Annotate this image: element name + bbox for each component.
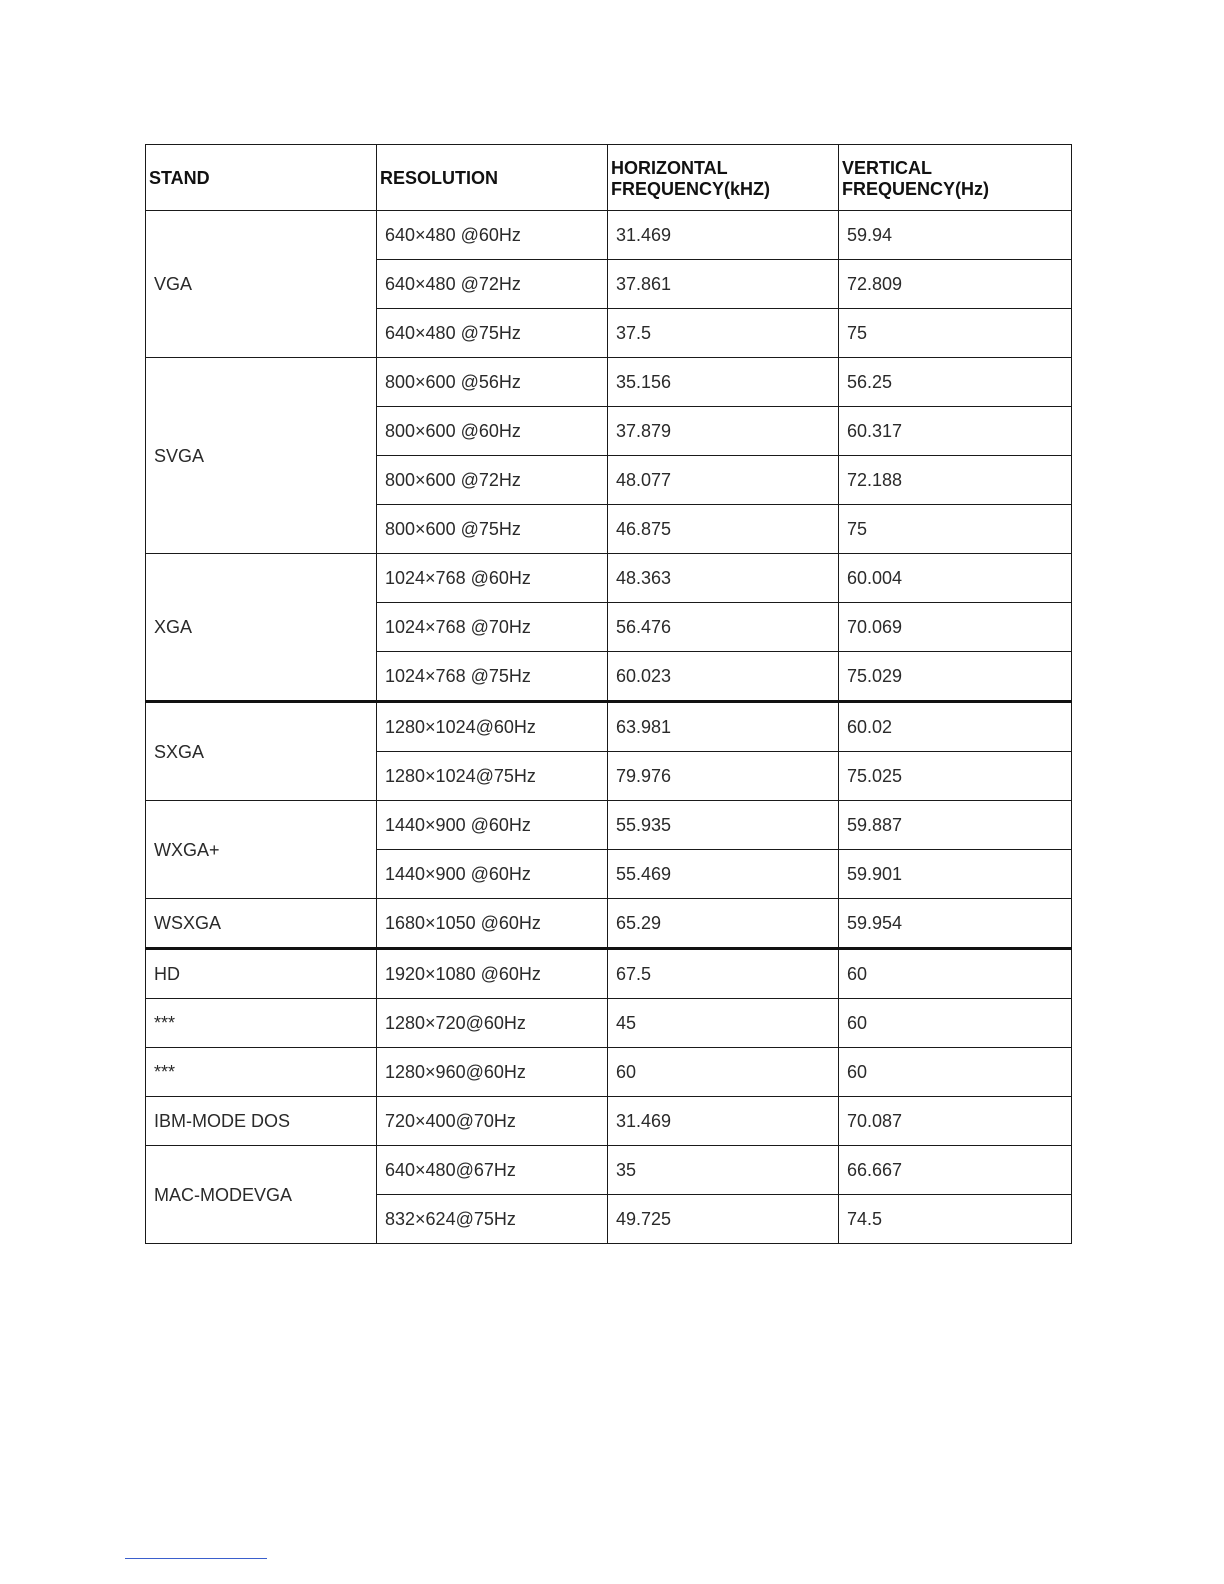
stand-cell: HD: [146, 949, 377, 999]
table-row: [146, 1048, 1072, 1097]
header-horizontal-frequency: [608, 145, 839, 211]
table-row: [146, 358, 1072, 407]
resolution-cell: 1440×900 @60Hz: [377, 801, 608, 850]
table-row: [146, 899, 1072, 949]
vertical-frequency-cell: 70.069: [839, 603, 1072, 652]
footnote-separator: [125, 1558, 267, 1559]
table-row: [146, 702, 1072, 752]
table-body: [146, 211, 1072, 1244]
resolution-cell: 1280×960@60Hz: [377, 1048, 608, 1097]
horizontal-frequency-cell: 31.469: [608, 211, 839, 260]
table-row: [146, 1097, 1072, 1146]
vertical-frequency-cell: 60: [839, 949, 1072, 999]
resolution-cell: 1680×1050 @60Hz: [377, 899, 608, 949]
vertical-frequency-cell: 72.809: [839, 260, 1072, 309]
horizontal-frequency-cell: 67.5: [608, 949, 839, 999]
stand-cell: XGA: [146, 554, 377, 702]
vertical-frequency-cell: 75.025: [839, 752, 1072, 801]
resolution-cell: 1024×768 @75Hz: [377, 652, 608, 702]
vertical-frequency-cell: 60.02: [839, 702, 1072, 752]
table-row: [146, 999, 1072, 1048]
table-row: [146, 211, 1072, 260]
stand-cell: VGA: [146, 211, 377, 358]
table-row: [146, 554, 1072, 603]
header-resolution: RESOLUTION: [377, 145, 608, 211]
resolution-cell: 640×480 @75Hz: [377, 309, 608, 358]
horizontal-frequency-cell: 55.469: [608, 850, 839, 899]
resolution-cell: 800×600 @72Hz: [377, 456, 608, 505]
horizontal-frequency-cell: 37.5: [608, 309, 839, 358]
horizontal-frequency-cell: 79.976: [608, 752, 839, 801]
horizontal-frequency-cell: 46.875: [608, 505, 839, 554]
stand-cell: MAC-MODEVGA: [146, 1146, 377, 1244]
vertical-frequency-cell: 56.25: [839, 358, 1072, 407]
horizontal-frequency-cell: 37.861: [608, 260, 839, 309]
vertical-frequency-cell: 60.317: [839, 407, 1072, 456]
resolution-cell: 1440×900 @60Hz: [377, 850, 608, 899]
horizontal-frequency-cell: 37.879: [608, 407, 839, 456]
resolution-cell: 1920×1080 @60Hz: [377, 949, 608, 999]
stand-cell: WXGA+: [146, 801, 377, 899]
resolution-cell: 1024×768 @70Hz: [377, 603, 608, 652]
vertical-frequency-cell: 59.94: [839, 211, 1072, 260]
horizontal-frequency-cell: 35.156: [608, 358, 839, 407]
horizontal-frequency-cell: 48.363: [608, 554, 839, 603]
stand-cell: IBM-MODE DOS: [146, 1097, 377, 1146]
vertical-frequency-cell: 59.887: [839, 801, 1072, 850]
stand-cell: ***: [146, 1048, 377, 1097]
horizontal-frequency-cell: 55.935: [608, 801, 839, 850]
header-horizontal-text: HORIZONTAL FREQUENCY(kHZ): [611, 157, 771, 199]
stand-cell: WSXGA: [146, 899, 377, 949]
horizontal-frequency-cell: 49.725: [608, 1195, 839, 1244]
resolution-cell: 640×480 @72Hz: [377, 260, 608, 309]
resolution-cell: 800×600 @60Hz: [377, 407, 608, 456]
resolution-cell: 640×480@67Hz: [377, 1146, 608, 1195]
horizontal-frequency-cell: 35: [608, 1146, 839, 1195]
vertical-frequency-cell: 70.087: [839, 1097, 1072, 1146]
horizontal-frequency-cell: 63.981: [608, 702, 839, 752]
vertical-frequency-cell: 75: [839, 505, 1072, 554]
resolution-cell: 1280×1024@60Hz: [377, 702, 608, 752]
vertical-frequency-cell: 59.901: [839, 850, 1072, 899]
horizontal-frequency-cell: 31.469: [608, 1097, 839, 1146]
horizontal-frequency-cell: 45: [608, 999, 839, 1048]
resolution-cell: 1280×1024@75Hz: [377, 752, 608, 801]
resolution-cell: 1280×720@60Hz: [377, 999, 608, 1048]
table-row: [146, 949, 1072, 999]
vertical-frequency-cell: 60: [839, 999, 1072, 1048]
horizontal-frequency-cell: 56.476: [608, 603, 839, 652]
resolution-cell: 640×480 @60Hz: [377, 211, 608, 260]
stand-cell: ***: [146, 999, 377, 1048]
vertical-frequency-cell: 60.004: [839, 554, 1072, 603]
timing-table: [145, 144, 1072, 1244]
vertical-frequency-cell: 72.188: [839, 456, 1072, 505]
horizontal-frequency-cell: 60.023: [608, 652, 839, 702]
header-row: [146, 145, 1072, 211]
resolution-cell: 800×600 @75Hz: [377, 505, 608, 554]
stand-cell: SVGA: [146, 358, 377, 554]
resolution-cell: 832×624@75Hz: [377, 1195, 608, 1244]
vertical-frequency-cell: 66.667: [839, 1146, 1072, 1195]
horizontal-frequency-cell: 48.077: [608, 456, 839, 505]
horizontal-frequency-cell: 60: [608, 1048, 839, 1097]
stand-cell: SXGA: [146, 702, 377, 801]
vertical-frequency-cell: 59.954: [839, 899, 1072, 949]
table-row: [146, 801, 1072, 850]
resolution-cell: 720×400@70Hz: [377, 1097, 608, 1146]
header-vertical-text: VERTICAL FREQUENCY(Hz): [842, 157, 989, 199]
resolution-cell: 1024×768 @60Hz: [377, 554, 608, 603]
table-row: [146, 1146, 1072, 1195]
vertical-frequency-cell: 75: [839, 309, 1072, 358]
vertical-frequency-cell: 74.5: [839, 1195, 1072, 1244]
vertical-frequency-cell: 75.029: [839, 652, 1072, 702]
horizontal-frequency-cell: 65.29: [608, 899, 839, 949]
header-vertical-frequency: [839, 145, 1072, 211]
resolution-cell: 800×600 @56Hz: [377, 358, 608, 407]
header-stand: STAND: [146, 145, 377, 211]
vertical-frequency-cell: 60: [839, 1048, 1072, 1097]
